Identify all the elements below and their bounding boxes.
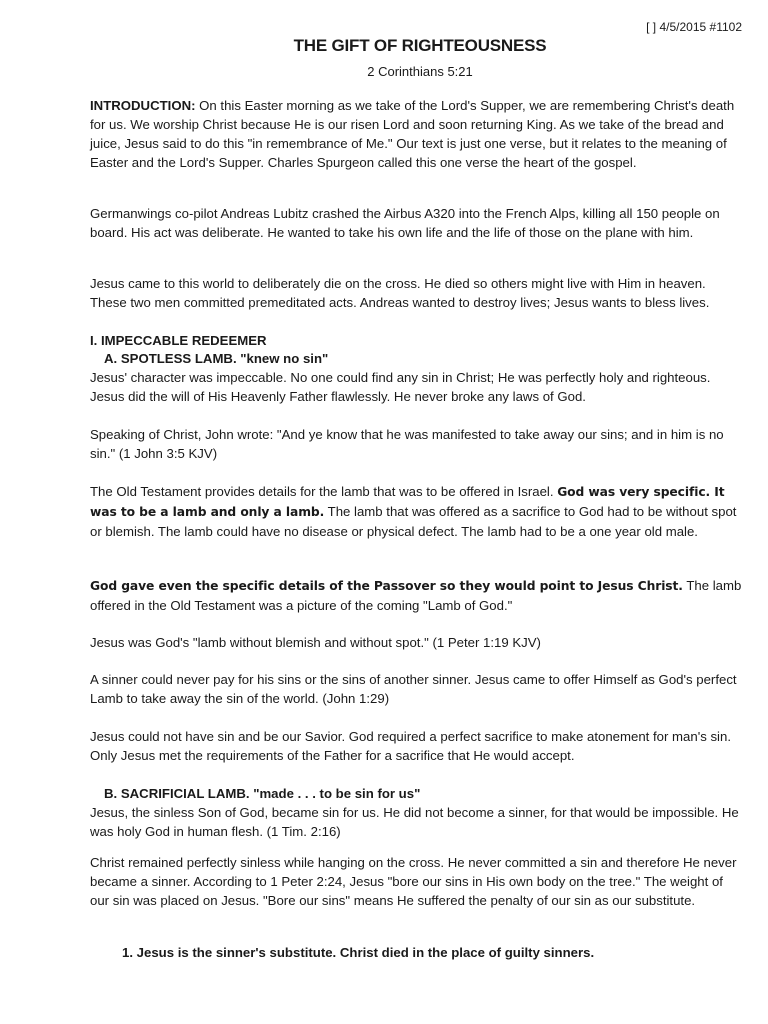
section-heading-impeccable-redeemer: I. IMPECCABLE REDEEMER (90, 333, 267, 348)
introduction-text: On this Easter morning as we take of the Lord's Supper, we are remembering Christ's death for us. We worship Christ because He is our risen Lord and soon returning King. As we take of the bread and juice, Jesus said to do this "in remembrance of Me." Our text is just one verse, but it relates to the meaning of Easter and the Lord's Supper. Charles Spurgeon called this one verse the heart of the gospel. (90, 98, 735, 170)
passover-emphasis: God gave even the specific details of the Passover so they would point to Jesus Christ. (90, 579, 683, 593)
sinner-paragraph: A sinner could never pay for his sins or the sins of another sinner. Jesus came to offer Himself as God's perfect Lamb to take away the sin of the world. (John 1:29) (90, 672, 737, 706)
john-quote-paragraph: Speaking of Christ, John wrote: "And ye know that he was manifested to take away our sins; and in him is no sin." (1 John 3:5 KJV) (90, 427, 724, 461)
impeccable-character-paragraph: Jesus' character was impeccable. No one could find any sin in Christ; He was perfectly holy and righteous. Jesus did the will of His Heavenly Father flawlessly. He never broke any laws of God. (90, 370, 711, 404)
sinless-on-cross-paragraph: Christ remained perfectly sinless while hanging on the cross. He never committed a sin and therefore He never became a sinner. According to 1 Peter 2:24, Jesus "bore our sins in His own body on the tree." The weight of our sin was placed on Jesus. "Bore our sins" means He suffered the penalty of our sin as our substitute. (90, 855, 737, 908)
scripture-reference: 2 Corinthians 5:21 (367, 64, 473, 79)
peter-quote-paragraph: Jesus was God's "lamb without blemish and without spot." (1 Peter 1:19 KJV) (90, 635, 541, 650)
germanwings-paragraph: Germanwings co-pilot Andreas Lubitz crashed the Airbus A320 into the French Alps, killing all 150 people on board. His act was deliberate. He wanted to take his own life and the life of those on the plane with him. (90, 206, 720, 240)
became-sin-paragraph: Jesus, the sinless Son of God, became sin for us. He did not become a sinner, for that would be impossible. He was holy God in human flesh. (1 Tim. 2:16) (90, 805, 739, 839)
subheading-sacrificial-lamb: B. SACRIFICIAL LAMB. "made . . . to be sin for us" (104, 786, 421, 801)
point-sinners-substitute: 1. Jesus is the sinner's substitute. Christ died in the place of guilty sinners. (122, 945, 595, 960)
introduction-label: INTRODUCTION: (90, 98, 196, 113)
lamb-paragraph-end: The lamb that was offered as a sacrifice to God had to be without spot or blemish. The lamb could have no disease or physical defect. The lamb had to be a one year old male. (90, 504, 737, 539)
lamb-paragraph-start: The Old Testament provides details for the lamb that was to be offered in Israel. (90, 484, 558, 499)
introduction-paragraph (90, 96, 742, 172)
passover-paragraph (90, 576, 742, 615)
lamb-paragraph-emphasis: God was very specific. It was to be a lamb and only a lamb. (90, 485, 725, 519)
document-reference: [ ] 4/5/2015 #1102 (646, 20, 742, 34)
old-testament-lamb-paragraph (90, 482, 742, 541)
passover-paragraph-end: The lamb offered in the Old Testament was a picture of the coming "Lamb of God." (90, 578, 742, 613)
sermon-title: THE GIFT OF RIGHTEOUSNESS (293, 36, 547, 55)
perfect-sacrifice-paragraph: Jesus could not have sin and be our Savior. God required a perfect sacrifice to make atonement for man's sin. Only Jesus met the requirements of the Father for a sacrifice that He would accept. (90, 729, 731, 763)
subheading-spotless-lamb: A. SPOTLESS LAMB. "knew no sin" (104, 351, 329, 366)
jesus-came-paragraph: Jesus came to this world to deliberately die on the cross. He died so others might live with Him in heaven. These two men committed premeditated acts. Andreas wanted to destroy lives; Jesus wants to bless lives. (90, 276, 710, 310)
